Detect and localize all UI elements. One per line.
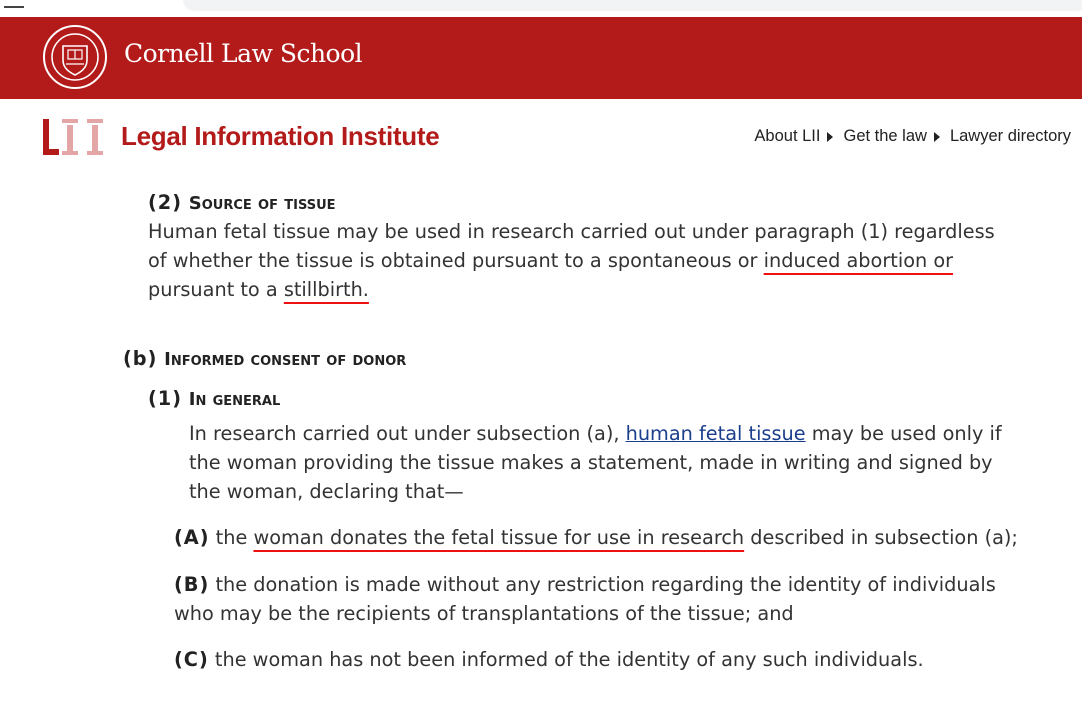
section-title: Informed consent of donor <box>164 349 407 370</box>
section-number: (2) <box>148 191 183 214</box>
text-run: described in subsection (a); <box>744 526 1018 549</box>
highlight-annotation: induced abortion or <box>763 249 954 272</box>
section-b1-heading <box>148 387 280 410</box>
section-number: (1) <box>148 387 183 410</box>
section-number: (b) <box>123 347 158 370</box>
school-name[interactable]: Cornell Law School <box>124 39 363 68</box>
item-a <box>174 523 1024 552</box>
item-b <box>174 570 1004 628</box>
highlight-annotation: stillbirth. <box>283 278 369 301</box>
text-run: the donation is made without any restriction regarding the identity of individuals who may be the recipients of transplantations of the tissue; and <box>174 573 996 625</box>
section-a2-text <box>148 217 1018 304</box>
text-run: pursuant to a <box>148 278 284 301</box>
nav-label: About LII <box>754 127 821 145</box>
section-a2-heading <box>148 191 336 214</box>
item-label: (A) <box>174 526 210 549</box>
highlight-annotation: woman donates the fetal tissue for use in research <box>253 526 745 549</box>
text-run: Human fetal tissue may be used in research carried out under paragraph (1) regardless of whether the tissue is obtained pursuant to a spontaneous or <box>148 220 995 272</box>
nav-label: Lawyer directory <box>949 127 1071 145</box>
text-run: may be used only if the woman providing the tissue makes a statement, made in writing and signed by the woman, declaring that— <box>189 422 1002 503</box>
text-run: the woman has not been informed of the identity of any such individuals. <box>208 648 924 671</box>
definition-link[interactable]: human fetal tissue <box>625 422 806 445</box>
section-b-heading <box>123 347 406 370</box>
text-run: In research carried out under subsection (a), <box>189 422 626 445</box>
item-label: (B) <box>174 573 210 596</box>
institute-name[interactable]: Legal Information Institute <box>121 121 440 151</box>
nav-label: Get the law <box>843 127 927 145</box>
item-label: (C) <box>174 648 209 671</box>
section-title: In general <box>188 389 281 410</box>
section-b1-text <box>189 419 1019 506</box>
section-title: Source of tissue <box>188 193 336 214</box>
text-run: the <box>209 526 254 549</box>
item-c <box>174 645 1024 674</box>
